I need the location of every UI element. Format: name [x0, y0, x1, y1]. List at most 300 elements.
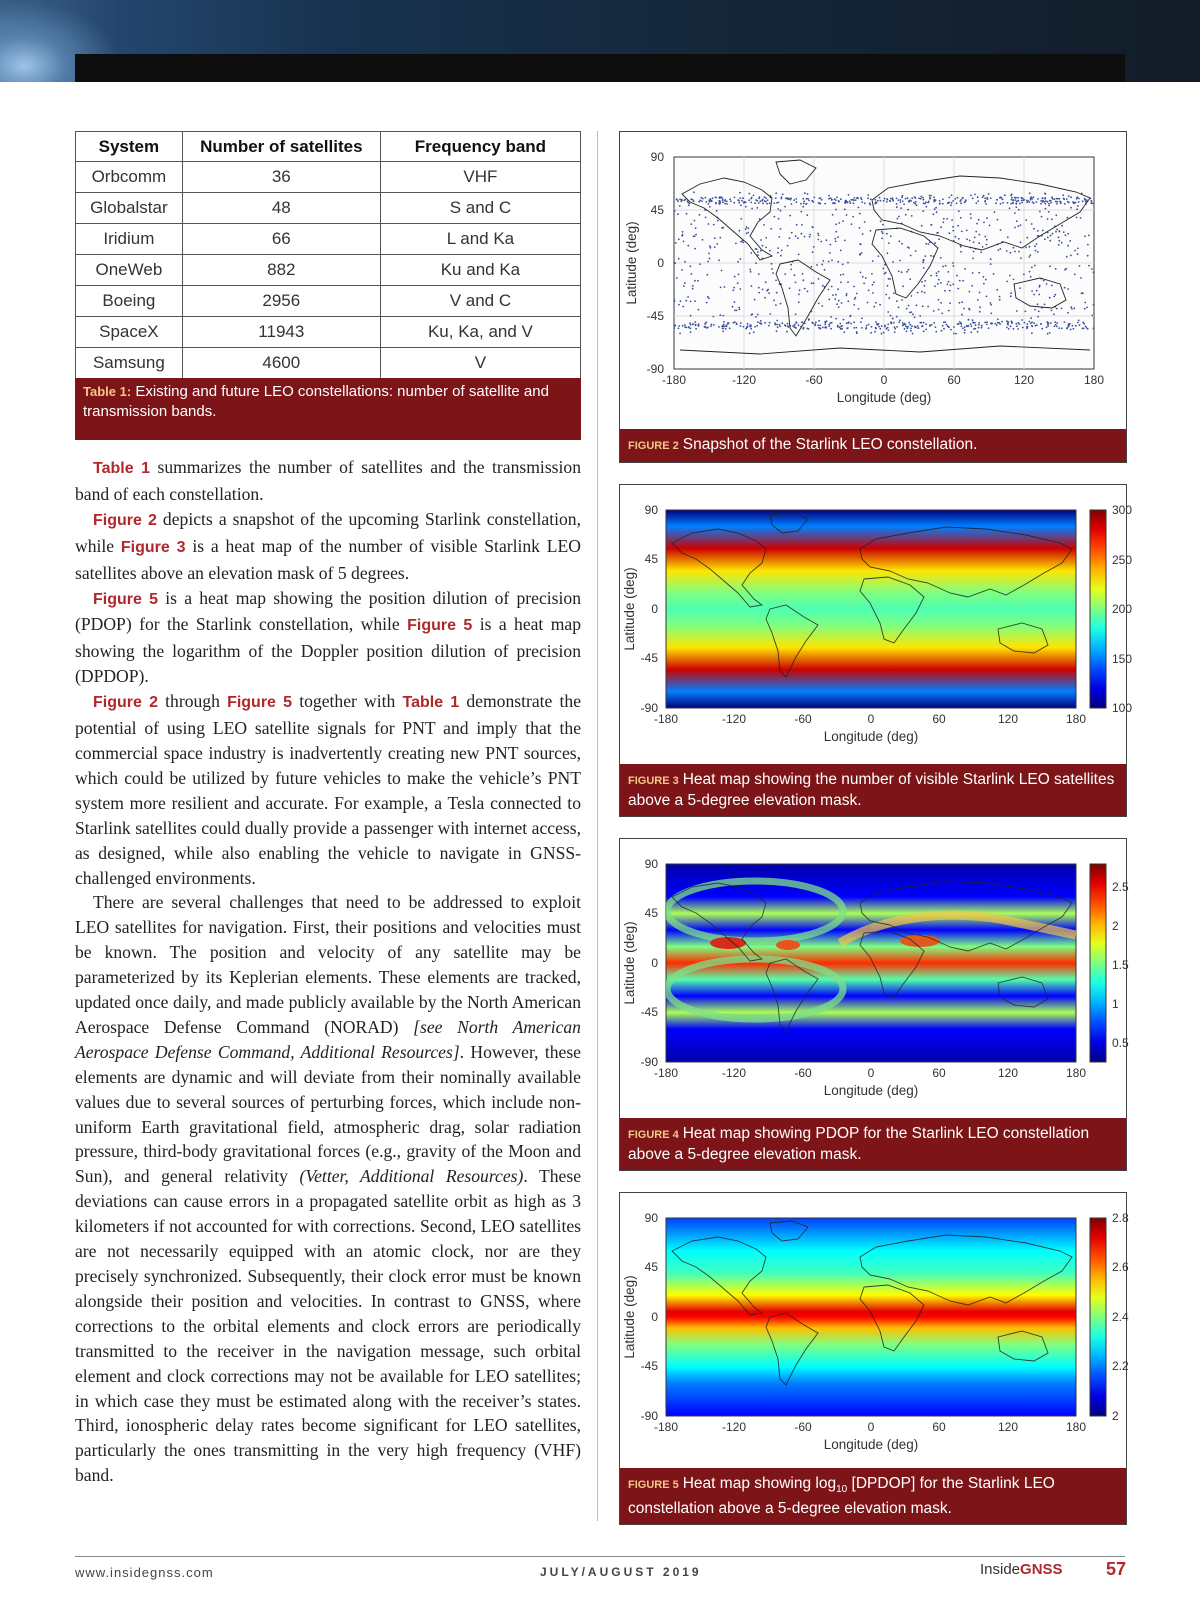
paragraph-text: . However, these elements are dynamic and will deviate from their nominally available values due to several sources of perturbing forces, which include non-uniform Earth gravitational field, atmospheric drag, solar radiation pressure, third-body gravitational forces (e.g., gravity of the Moon and Sun), and general relativity	[75, 1041, 581, 1187]
satellite-point	[1010, 295, 1012, 297]
figure-reference-link[interactable]: Figure 5	[407, 617, 473, 635]
satellite-point	[707, 327, 709, 329]
table-cell: V	[380, 348, 580, 379]
satellite-point	[978, 272, 980, 274]
satellite-point	[911, 215, 913, 217]
satellite-point	[722, 201, 724, 203]
x-tick-label: 120	[997, 712, 1019, 726]
table-header-row	[76, 132, 581, 162]
satellite-point	[874, 331, 876, 333]
satellite-point	[832, 294, 834, 296]
satellite-point	[816, 264, 818, 266]
satellite-point	[921, 225, 923, 227]
satellite-point	[1017, 225, 1019, 227]
x-tick-label: 0	[867, 1420, 875, 1434]
satellite-point	[706, 302, 708, 304]
satellite-point	[996, 289, 998, 291]
satellite-point	[1013, 279, 1015, 281]
figure-reference-link[interactable]: Figure 5	[227, 694, 293, 712]
satellite-point	[1015, 197, 1017, 199]
satellite-point	[927, 306, 929, 308]
footer-url-link[interactable]: www.insidegnss.com	[75, 1565, 214, 1580]
satellite-point	[684, 261, 686, 263]
satellite-point	[990, 197, 992, 199]
satellite-point	[780, 303, 782, 305]
satellite-point	[681, 199, 683, 201]
satellite-point	[834, 298, 836, 300]
satellite-point	[984, 322, 986, 324]
satellite-point	[705, 197, 707, 199]
satellite-point	[711, 200, 713, 202]
satellite-point	[873, 281, 875, 283]
satellite-point	[1052, 198, 1054, 200]
satellite-point	[747, 323, 749, 325]
table-cell: OneWeb	[76, 255, 183, 286]
satellite-point	[986, 321, 988, 323]
satellite-point	[840, 328, 842, 330]
satellite-point	[848, 321, 850, 323]
satellite-point	[1058, 230, 1060, 232]
x-tick-label: -120	[721, 712, 747, 726]
satellite-point	[1088, 265, 1090, 267]
satellite-point	[817, 324, 819, 326]
header-banner	[0, 0, 1200, 82]
satellite-point	[740, 204, 742, 206]
satellite-point	[734, 301, 736, 303]
satellite-point	[942, 266, 944, 268]
satellite-point	[812, 200, 814, 202]
satellite-point	[952, 283, 954, 285]
satellite-point	[1054, 325, 1056, 327]
satellite-point	[690, 198, 692, 200]
satellite-point	[1033, 322, 1035, 324]
satellite-point	[882, 224, 884, 226]
table-cell: 2956	[182, 286, 380, 317]
satellite-point	[1071, 308, 1073, 310]
satellite-point	[1037, 230, 1039, 232]
satellite-point	[940, 282, 942, 284]
satellite-point	[899, 319, 901, 321]
satellite-point	[835, 223, 837, 225]
satellite-point	[994, 211, 996, 213]
satellite-point	[1063, 231, 1065, 233]
satellite-point	[1056, 229, 1058, 231]
satellite-point	[875, 302, 877, 304]
satellite-point	[938, 309, 940, 311]
satellite-point	[950, 329, 952, 331]
table-cell: 66	[182, 224, 380, 255]
figure-reference-link[interactable]: Figure 2	[93, 694, 158, 712]
satellite-point	[914, 316, 916, 318]
satellite-point	[1041, 216, 1043, 218]
satellite-point	[776, 292, 778, 294]
satellite-point	[692, 323, 694, 325]
paragraph-text: is a heat map showing the position dilution of precision (PDOP) for the Starlink constellation, while	[75, 587, 581, 635]
table-cell: Orbcomm	[76, 162, 183, 193]
table-reference-link[interactable]: Table 1	[93, 460, 151, 477]
satellite-point	[771, 263, 773, 265]
satellite-point	[1063, 198, 1065, 200]
satellite-point	[886, 233, 888, 235]
satellite-point	[1053, 198, 1055, 200]
table-row	[76, 317, 581, 348]
satellite-point	[821, 264, 823, 266]
satellite-point	[860, 197, 862, 199]
satellite-point	[912, 313, 914, 315]
x-tick-label: 60	[947, 373, 961, 387]
satellite-point	[709, 199, 711, 201]
colorbar-tick-label: 2.5	[1112, 880, 1129, 894]
satellite-point	[918, 198, 920, 200]
figure-reference-link[interactable]: Figure 2	[93, 511, 157, 529]
satellite-point	[1009, 275, 1011, 277]
satellite-point	[962, 280, 964, 282]
satellite-point	[946, 324, 948, 326]
satellite-point	[714, 237, 716, 239]
satellite-point	[908, 269, 910, 271]
table-caption-label: Table 1:	[83, 384, 132, 399]
satellite-point	[950, 285, 952, 287]
satellite-point	[1029, 271, 1031, 273]
satellite-point	[709, 245, 711, 247]
satellite-point	[681, 269, 683, 271]
satellite-point	[834, 198, 836, 200]
satellite-point	[1051, 310, 1053, 312]
figure-4	[619, 838, 1127, 1171]
satellite-point	[861, 201, 863, 203]
satellite-point	[750, 328, 752, 330]
satellite-point	[983, 222, 985, 224]
satellite-point	[750, 202, 752, 204]
satellite-point	[953, 265, 955, 267]
satellite-point	[693, 235, 695, 237]
satellite-point	[712, 197, 714, 199]
satellite-point	[1032, 196, 1034, 198]
satellite-point	[923, 202, 925, 204]
satellite-point	[1021, 319, 1023, 321]
satellite-point	[726, 203, 728, 205]
satellite-point	[751, 314, 753, 316]
satellite-point	[1061, 308, 1063, 310]
satellite-point	[796, 322, 798, 324]
satellite-point	[673, 292, 675, 294]
figure-label: FIGURE 5	[628, 1478, 679, 1491]
figure-reference-link[interactable]: Figure 5	[93, 590, 159, 608]
page-number: 57	[1106, 1559, 1127, 1579]
satellite-point	[1055, 324, 1057, 326]
satellite-point	[1029, 246, 1031, 248]
satellite-point	[694, 300, 696, 302]
satellite-point	[977, 331, 979, 333]
satellite-point	[923, 322, 925, 324]
satellite-point	[801, 321, 803, 323]
y-tick-label: 45	[644, 1260, 658, 1274]
satellite-point	[934, 285, 936, 287]
satellite-point	[779, 324, 781, 326]
satellite-point	[882, 232, 884, 234]
satellite-point	[964, 326, 966, 328]
satellite-point	[780, 228, 782, 230]
satellite-point	[933, 199, 935, 201]
satellite-point	[1053, 296, 1055, 298]
satellite-point	[1035, 250, 1037, 252]
satellite-point	[929, 197, 931, 199]
satellite-point	[912, 333, 914, 335]
satellite-point	[710, 325, 712, 327]
satellite-point	[933, 310, 935, 312]
satellite-point	[839, 323, 841, 325]
satellite-point	[775, 197, 777, 199]
satellite-point	[764, 322, 766, 324]
satellite-point	[942, 221, 944, 223]
satellite-point	[1090, 200, 1092, 202]
satellite-point	[1080, 277, 1082, 279]
satellite-point	[961, 301, 963, 303]
satellite-point	[939, 203, 941, 205]
satellite-point	[960, 251, 962, 253]
satellite-point	[999, 296, 1001, 298]
satellite-point	[910, 311, 912, 313]
satellite-point	[1091, 268, 1093, 270]
satellite-point	[806, 203, 808, 205]
citation: [see North American Aerospace Defense Command, Additional Resources]	[75, 1016, 581, 1062]
y-tick-label: 45	[644, 552, 658, 566]
satellite-point	[923, 259, 925, 261]
satellite-point	[915, 250, 917, 252]
satellite-point	[928, 243, 930, 245]
satellite-point	[853, 321, 855, 323]
satellite-point	[759, 200, 761, 202]
satellite-point	[683, 199, 685, 201]
satellite-point	[1075, 202, 1077, 204]
satellite-point	[1020, 257, 1022, 259]
satellite-point	[758, 292, 760, 294]
x-tick-label: -180	[661, 373, 687, 387]
satellite-point	[718, 326, 720, 328]
satellite-point	[902, 285, 904, 287]
table-header-cell: System	[76, 132, 183, 162]
satellite-point	[1085, 325, 1087, 327]
paragraph-text: is a heat map showing the logarithm of the Doppler position dilution of precision (DPDOP).	[75, 614, 581, 687]
satellite-point	[1021, 200, 1023, 202]
satellite-point	[732, 306, 734, 308]
satellite-point	[1017, 322, 1019, 324]
satellite-point	[784, 273, 786, 275]
x-tick-label: 180	[1065, 1420, 1087, 1434]
satellite-point	[689, 328, 691, 330]
satellite-point	[757, 254, 759, 256]
satellite-point	[789, 287, 791, 289]
satellite-point	[941, 330, 943, 332]
figure-label: FIGURE 4	[628, 1129, 679, 1141]
satellite-point	[1067, 217, 1069, 219]
satellite-point	[1046, 283, 1048, 285]
satellite-point	[971, 285, 973, 287]
satellite-point	[794, 323, 796, 325]
satellite-point	[844, 201, 846, 203]
satellite-point	[920, 198, 922, 200]
satellite-point	[692, 285, 694, 287]
satellite-point	[1046, 326, 1048, 328]
satellite-point	[974, 328, 976, 330]
y-tick-label: -90	[640, 1055, 658, 1069]
table-cell: Boeing	[76, 286, 183, 317]
satellite-point	[1072, 201, 1074, 203]
x-tick-label: 60	[932, 1420, 946, 1434]
satellite-point	[850, 323, 852, 325]
satellite-point	[1022, 198, 1024, 200]
satellite-point	[1025, 311, 1027, 313]
satellite-point	[1084, 198, 1086, 200]
satellite-point	[1039, 286, 1041, 288]
satellite-point	[838, 300, 840, 302]
satellite-point	[984, 200, 986, 202]
paragraph-text: There are several challenges that need to be addressed to exploit LEO satellites for navigation. First, their positions and velocities must be known. The position and velocity of any satellite may be parameterized by its Keplerian elements. These elements are tracked, updated once daily, and made publicly available by the North American Aerospace Defense Command (NORAD)	[75, 892, 581, 1037]
satellite-point	[822, 260, 824, 262]
satellite-point	[898, 270, 900, 272]
satellite-point	[757, 251, 759, 253]
satellite-point	[975, 202, 977, 204]
satellite-point	[846, 214, 848, 216]
satellite-point	[705, 217, 707, 219]
satellite-point	[798, 324, 800, 326]
satellite-point	[865, 277, 867, 279]
satellite-point	[1084, 235, 1086, 237]
satellite-point	[844, 240, 846, 242]
satellite-point	[962, 328, 964, 330]
satellite-point	[1058, 240, 1060, 242]
satellite-point	[719, 202, 721, 204]
satellite-point	[689, 265, 691, 267]
article-body	[75, 455, 581, 1488]
satellite-point	[790, 264, 792, 266]
x-tick-label: -120	[731, 373, 757, 387]
satellite-point	[715, 197, 717, 199]
satellite-point	[925, 323, 927, 325]
y-axis-label: Latitude (deg)	[622, 1275, 637, 1359]
satellite-point	[972, 272, 974, 274]
satellite-point	[716, 243, 718, 245]
satellite-point	[870, 332, 872, 334]
colorbar-tick-label: 200	[1112, 602, 1133, 616]
satellite-point	[922, 262, 924, 264]
satellite-point	[910, 255, 912, 257]
satellite-point	[777, 208, 779, 210]
table-row	[76, 193, 581, 224]
satellite-point	[1042, 230, 1044, 232]
satellite-point	[874, 203, 876, 205]
satellite-point	[966, 238, 968, 240]
satellite-point	[1079, 324, 1081, 326]
satellite-point	[1070, 196, 1072, 198]
figure-reference-link[interactable]: Figure 3	[120, 538, 186, 556]
satellite-point	[776, 320, 778, 322]
satellite-point	[1031, 325, 1033, 327]
table-reference-link[interactable]: Table 1	[402, 694, 460, 712]
colorbar-tick-label: 1.5	[1112, 958, 1129, 972]
satellite-point	[785, 325, 787, 327]
table-cell: Ku, Ka, and V	[380, 317, 580, 348]
satellite-point	[684, 282, 686, 284]
satellite-point	[1068, 195, 1070, 197]
satellite-point	[803, 200, 805, 202]
paragraph-text: depicts a snapshot of the upcoming Starlink constellation, while	[75, 508, 582, 556]
satellite-point	[689, 322, 691, 324]
satellite-point	[705, 201, 707, 203]
satellite-point	[996, 199, 998, 201]
satellite-point	[899, 240, 901, 242]
satellite-point	[973, 241, 975, 243]
satellite-point	[798, 301, 800, 303]
satellite-point	[889, 278, 891, 280]
satellite-point	[795, 313, 797, 315]
satellite-point	[986, 323, 988, 325]
satellite-point	[924, 285, 926, 287]
satellite-point	[817, 233, 819, 235]
satellite-point	[707, 261, 709, 263]
satellite-point	[815, 321, 817, 323]
satellite-point	[952, 262, 954, 264]
satellite-point	[896, 198, 898, 200]
satellite-point	[695, 227, 697, 229]
satellite-point	[897, 199, 899, 201]
satellite-point	[677, 200, 679, 202]
header-bar	[75, 54, 1125, 82]
figure-2-plot	[620, 132, 1126, 422]
satellite-point	[710, 247, 712, 249]
satellite-point	[860, 272, 862, 274]
satellite-point	[838, 200, 840, 202]
figure-3	[619, 484, 1133, 817]
satellite-point	[1031, 290, 1033, 292]
y-tick-label: -90	[646, 362, 664, 376]
satellite-point	[862, 233, 864, 235]
satellite-point	[748, 199, 750, 201]
satellite-point	[1064, 203, 1066, 205]
satellite-point	[779, 325, 781, 327]
paragraph-text: summarizes the number of satellites and the transmission band of each constellation.	[75, 457, 581, 504]
x-tick-label: 180	[1065, 1066, 1087, 1080]
satellite-point	[1035, 325, 1037, 327]
satellite-point	[924, 292, 926, 294]
satellite-point	[907, 197, 909, 199]
satellite-point	[922, 305, 924, 307]
satellite-point	[1034, 245, 1036, 247]
satellite-point	[1016, 220, 1018, 222]
satellite-point	[716, 210, 718, 212]
satellite-point	[758, 198, 760, 200]
colorbar	[1090, 864, 1106, 1062]
satellite-point	[937, 283, 939, 285]
satellite-point	[1033, 294, 1035, 296]
satellite-point	[1082, 200, 1084, 202]
satellite-point	[875, 327, 877, 329]
satellite-point	[762, 202, 764, 204]
x-tick-label: -180	[653, 712, 679, 726]
satellite-point	[896, 206, 898, 208]
satellite-point	[898, 321, 900, 323]
satellite-point	[994, 323, 996, 325]
satellite-point	[828, 289, 830, 291]
colorbar-tick-label: 0.5	[1112, 1036, 1129, 1050]
satellite-point	[1034, 265, 1036, 267]
satellite-point	[983, 283, 985, 285]
y-tick-label: -90	[640, 701, 658, 715]
satellite-point	[923, 267, 925, 269]
satellite-point	[1024, 322, 1026, 324]
satellite-point	[713, 224, 715, 226]
satellite-point	[988, 327, 990, 329]
